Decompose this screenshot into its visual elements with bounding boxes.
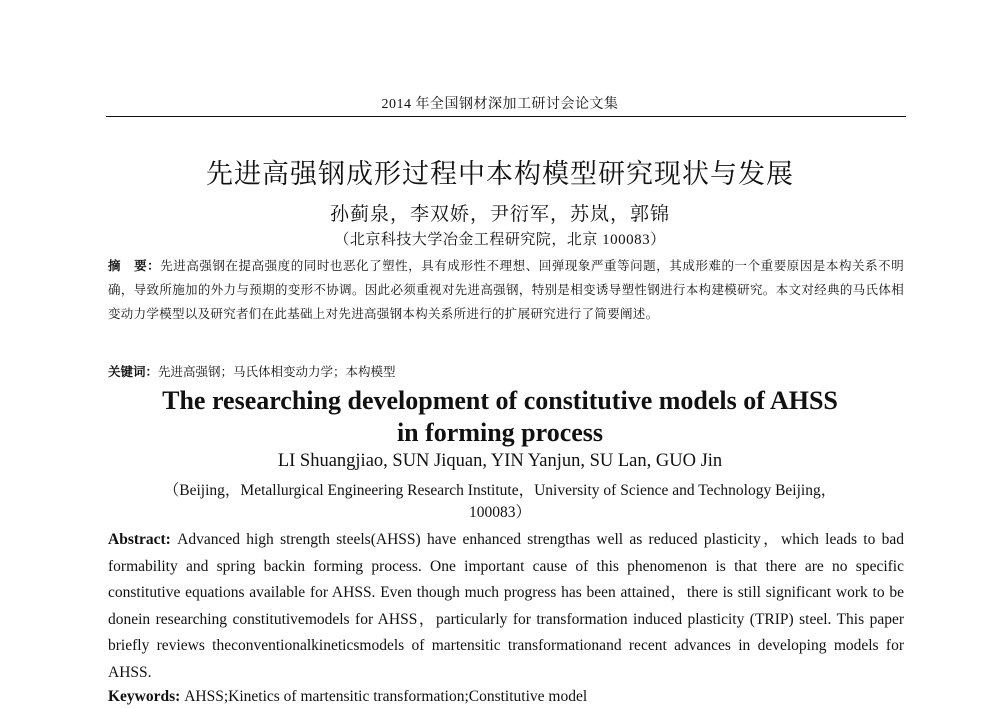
chinese-authors: 孙蓟泉，李双娇，尹衍军，苏岚，郭锦 xyxy=(329,204,670,225)
chinese-affiliation: （北京科技大学冶金工程研究院，北京 100083） xyxy=(334,232,666,248)
english-keywords-label: Keywords: xyxy=(108,688,181,705)
english-title-line2: in forming process xyxy=(396,418,604,447)
english-title-line1: The researching development of constitutive models of AHSS xyxy=(162,386,838,415)
english-abstract xyxy=(108,527,904,686)
english-abstract-label: Abstract: xyxy=(108,531,171,548)
english-keywords xyxy=(108,686,904,708)
chinese-abstract-label: 摘 要： xyxy=(108,258,161,273)
chinese-abstract-text: 先进高强钢在提高强度的同时也恶化了塑性，具有成形性不理想、回弹现象严重等问题，其成形难的一个重要原因是本构关系不明确，导致所施加的外力与预期的变形不协调。因此必须重视对先进高强钢，特别是相变诱导塑性钢进行本构建模研究。本文对经典的马氏体相变动力学模型以及研究者们在此基础上对先进高强钢本构关系所进行的扩展研究进行了简要阐述。 xyxy=(108,258,904,321)
english-keywords-text: AHSS;Kinetics of martensitic transformation;Constitutive model xyxy=(184,688,588,705)
chinese-keywords xyxy=(108,360,904,384)
english-affiliation-line2: 100083） xyxy=(468,504,531,521)
english-abstract-text: Advanced high strength steels(AHSS) have enhanced strengthas well as reduced plasticity，which leads to bad formability and spring backin forming process. One important cause of this phenomenon is that there are no specific constitutive equations available for AHSS. Even though much progress has been attained，there is still significant work to be donein researching constitutivemodels for AHSS，particularly for transformation induced plasticity (TRIP) steel. This paper briefly reviews theconventionalkineticsmodels of martensitic transformationand recent advances in developing models for AHSS. xyxy=(108,531,904,681)
chinese-keywords-text: 先进高强钢；马氏体相变动力学；本构模型 xyxy=(158,364,396,379)
running-header: 2014 年全国钢材深加工研讨会论文集 xyxy=(381,97,619,112)
english-authors: LI Shuangjiao, SUN Jiquan, YIN Yanjun, SU Lan, GUO Jin xyxy=(277,451,723,471)
header-rule xyxy=(106,116,906,117)
chinese-keywords-label: 关键词： xyxy=(108,364,159,379)
chinese-abstract xyxy=(108,254,904,326)
english-affiliation-line1: （Beijing，Metallurgical Engineering Research Institute，University of Science and Technology Beijing， xyxy=(163,482,837,499)
chinese-title: 先进高强钢成形过程中本构模型研究现状与发展 xyxy=(206,159,794,190)
english-title xyxy=(0,385,1000,449)
english-affiliation xyxy=(0,480,1000,524)
